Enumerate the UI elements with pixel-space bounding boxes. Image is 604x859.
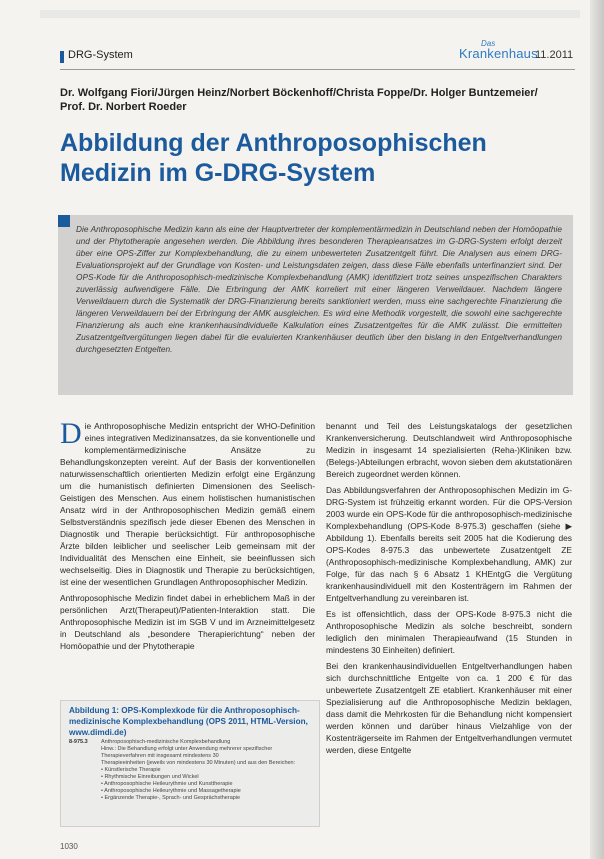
journal-logo [455,39,538,65]
figure-content [101,739,313,802]
binding-shadow [590,0,604,859]
figure-line: Hinw.: Die Behandlung erfolgt unter Anwendung mehrerer spezifischer Therapieverfahren mit insgesamt mindestens 30 [101,746,273,759]
header-rule [60,69,575,70]
figure-line: Anthroposophisch-medizinische Komplexbehandlung [101,739,231,745]
paragraph [60,420,315,588]
ops-code: 8-975.3 [69,739,88,745]
figure-line: • Anthroposophische Heileurythmie und Massagetherapie [101,788,241,794]
figure-line: • Ergänzende Therapie-, Sprach- und Gesprächstherapie [101,795,241,801]
figure-line: Therapieeinheiten (jeweils von mindestens 30 Minuten) und aus den Bereichen: [101,760,296,766]
abstract-box [58,215,573,395]
body-column-right [326,420,572,850]
figure-line: • Anthroposophische Heileurythmie und Kunsttherapie [101,781,233,787]
paragraph: Anthroposophische Medizin findet dabei in erheblichem Maß in der persönlichen Arzt(Therapeut)/Patienten-Interaktion statt. Die Anthroposophische Medizin ist im SGB V und im Arzneimittelgesetz in Deutschland als „besondere Therapierichtung“ neben der Homöopathie und der Phytotherapie [60,593,315,651]
figure-box [60,700,320,827]
authors [60,86,570,114]
authors-line-1: Dr. Wolfgang Fiori/Jürgen Heinz/Norbert Böckenhoff/Christa Foppe/Dr. Holger Buntzemeier/ [60,87,538,99]
body-column-left [60,420,315,678]
authors-line-2: Prof. Dr. Norbert Roeder [60,101,187,113]
figure-line: • Rhythmische Einreibungen und Wickel [101,774,199,780]
section-marker [60,51,64,63]
running-header [60,39,575,73]
issue-number: 11.2011 [535,49,574,61]
abstract-text: Die Anthroposophische Medizin kann als eine der Hauptvertreter der komplementärmedizin in Deutschland neben der Homöopathie und der Phytotherapie angesehen werden. Die Abbildung ihres besonderen Therapieansatzes im G-DRG-System erfolgt derzeit über eine OPS-Ziffer zur Komplexbehandlung, die zu einem unbewerteten Zusatzentgelt führt. Die Analysen aus einem DRG-Evaluationsprojekt auf der Grundlage von Kosten- und Leistungsdaten zeigen, dass diese Fälle ebenfalls unterfinanziert sind. Der OPS-Kode für die Anthroposophisch-medizinische Komplexbehandlung (AMK) identifiziert trotz seines unspezifischen Charakters zuverlässig aufwendigere Fälle. Die Erbringung der AMK korreliert mit einer längeren Verweildauer. Nachdem längere Verweildauern durch die Systematik der DRG-Finanzierung bereits sanktioniert werden, muss eine sachgerechte Finanzierung die längeren Verweildauern bei der Erbringung der AMK ausgleichen. Es wird eine Methodik vorgestellt, die sowohl eine sachgerechte Finanzierung als auch eine krankenhausindividuelle Kalkulation eines Zusatzentgeltes für die AMK zulässt. Die ermittelten Zusatzentgeltvergütungen liegen dabei für die evaluierten Krankenhäuser deutlich über den bislang in den Entgeltverhandlungen durchgesetzten Entgelten. [76,224,562,354]
paragraph: Bei den krankenhausindividuellen Entgeltverhandlungen haben sich durchschnittliche Entgelte von ca. 1 200 € für das unbewertete Zusatzentgelt ZE etabliert. Krankenhäuser mit einer Spezialisierung auf die Anthroposophische Medizin beklagen, dass damit die Mehrkosten für die Behandlung nicht kompensiert werden können und darüber hinaus Vielzahlige von der Kostenträgerseite im Rahmen der Entgeltverhandlungen vermutet werden, diese Entgelte [326,661,572,755]
article-title [60,128,570,188]
section-label: DRG-System [68,49,133,61]
figure-caption: Abbildung 1: OPS-Komplexkode für die Anthroposophisch-medizinische Komplexbehandlung (OPS 2011, HTML-Version, www.dimdi.de) [69,706,308,737]
paragraph-text: ie Anthroposophische Medizin entspricht der WHO-Definition eines integrativen Medizinansatzes, da sie konventionelle und komplementärmedizinische Ansätze zu Behandlungskonzepten vereint. Auf der Basis der konventionellen naturwissenschaftlich orientierten Medizin erfolgt eine Ergänzung um die humanistisch definierten Dimensionen des Seelisch-Geistigen des Menschen. Aus einem holistischen humanistischen Ansatz wird in der Anthroposophischen Medizin gemäß einem Selbstverständnis spezifisch jede dieser Ebenen des Menschen in Diagnostik und Therapie berücksichtigt. Für anthroposophische Ärzte bilden leiblicher und seelischer Leib gemeinsam mit der Individualität des Menschen eine Einheit, sie beeinflussen sich wechselseitig. Dies in Diagnostik und Therapie zu berücksichtigen, ist eine der wesentlichen Grundlagen Anthroposophischer Medizin. [60,421,315,587]
title-line-2: Medizin im G-DRG-System [60,159,376,187]
paragraph: Es ist offensichtlich, dass der OPS-Kode 8-975.3 nicht die Anthroposophische Medizin als solche beschreibt, sondern lediglich den minimalen Therapieaufwand (15 Stunden in mindestens 30 Einheiten) definiert. [326,609,572,655]
journal-logo-prefix: Das [481,39,496,48]
title-line-1: Abbildung der Anthroposophischen [60,129,487,157]
figure-line: • Künstlerische Therapie [101,767,161,773]
page-number: 1030 [60,842,78,851]
journal-logo-name: Krankenhaus [459,46,538,61]
drop-cap: D [60,420,82,450]
top-rule [40,10,580,18]
paragraph: Das Abbildungsverfahren der Anthroposophischen Medizin im G-DRG-System ist frühzeitig erkannt worden. Für die OPS-Version 2003 wurde ein OPS-Kode für die anthroposophisch-medizinische Komplexbehandlung (OPS-Kode 8-975.3) geschaffen (siehe ▶ Abbildung 1). Ebenfalls bereits seit 2005 hat die Kodierung des OPS-Kodes 8-975.3 das unbewertete Zusatzentgelt ZE (Anthroposophisch-medizinische Komplexbehandlung, AMK) zur Folge, für das nach § 6 Absatz 1 KHEntgG die Vergütung krankenhausindividuell mit den Kostenträgern im Rahmen der Entgeltverhandlung zu vereinbaren ist. [326,485,572,603]
paragraph: benannt und Teil des Leistungskatalogs der gesetzlichen Krankenversicherung. Deutschlandweit wird Anthroposophische Medizin in insgesamt 14 spezialisierten (Reha-)Kliniken bzw. (Belegs-)Abteilungen erbracht, wovon sieben dem akutstationären Bereich zugeordnet werden können. [326,421,572,479]
abstract-marker [58,215,70,227]
